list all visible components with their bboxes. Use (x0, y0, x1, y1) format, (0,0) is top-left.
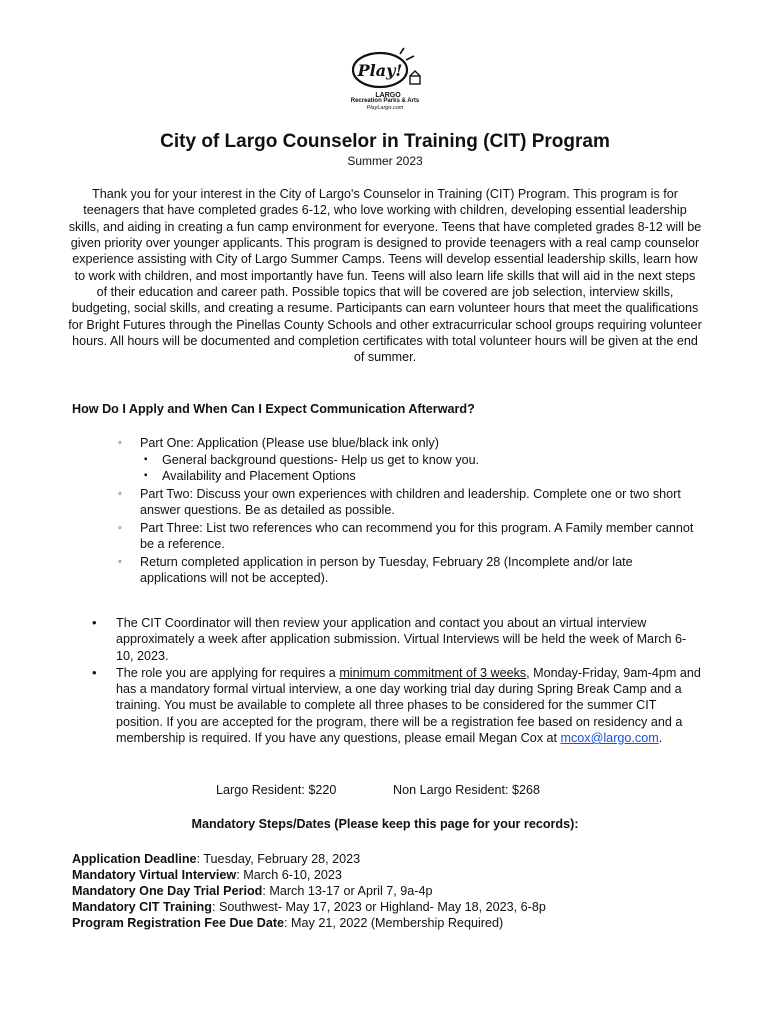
commitment-underline: minimum commitment of 3 weeks, (339, 665, 530, 680)
step-part-three: ◦ Part Three: List two references who can recommend you for this program. A Family member cannot be a reference. (118, 520, 698, 553)
date-row (72, 899, 712, 915)
application-steps-list (118, 435, 698, 588)
date-label: Mandatory One Day Trial Period (72, 884, 263, 898)
list-item (118, 435, 698, 485)
logo-tagline (330, 98, 440, 112)
role-text-pre: The role you are applying for requires a (116, 665, 340, 680)
page-subtitle: Summer 2023 (347, 154, 423, 168)
role-bullet (92, 665, 702, 746)
date-label: Mandatory CIT Training (72, 900, 212, 914)
logo-word: LARGO (375, 92, 401, 99)
fee-non-resident: Non Largo Resident: $268 (393, 783, 541, 797)
step-return: ◦ Return completed application in person by Tuesday, February 28 (Incomplete and/or late applications will not be accepted). (118, 554, 698, 587)
coordinator-bullet: • The CIT Coordinator will then review your application and contact you about an virtual interview approximately a week after application submission. Virtual Interviews will be held the week of March 6-10, 2023. (92, 615, 702, 664)
logo-line1: Recreation Parks & Arts (350, 98, 420, 104)
date-value: : March 13-17 or April 7, 9a-4p (262, 884, 433, 898)
logo-script-text: Play! (357, 61, 403, 80)
role-text-end: . (658, 731, 663, 746)
mandatory-heading: Mandatory Steps/Dates (Please keep this page for your records): (191, 817, 579, 831)
date-value: : Tuesday, February 28, 2023 (196, 852, 361, 866)
list-item: ▪ General background questions- Help us get to know you. (140, 452, 698, 469)
role-text-post: Monday-Friday, 9am-4pm and has a mandatory formal virtual interview, a one day working trial day during Spring Break Camp and a training. You must be available to complete all three phases to be considered for the summer CIT position. If you are accepted for the program, there will be a registration fee based on residency and a membership is required. If you have any questions, please email Megan Cox at (116, 665, 701, 746)
date-label: Program Registration Fee Due Date (72, 916, 285, 930)
apply-heading: How Do I Apply and When Can I Expect Communication Afterward? (72, 402, 475, 416)
list-item: ▪ Availability and Placement Options (140, 468, 698, 485)
email-link[interactable]: mcox@largo.com (560, 731, 659, 746)
date-value: : May 21, 2022 (Membership Required) (284, 916, 504, 930)
date-value: : Southwest- May 17, 2023 or Highland- May 18, 2023, 6-8p (211, 900, 546, 914)
date-row (72, 915, 712, 931)
step-part-two: ◦ Part Two: Discuss your own experiences with children and leadership. Complete one or two short answer questions. Be as detailed as possible. (118, 486, 698, 519)
intro-paragraph: Thank you for your interest in the City of Largo's Counselor in Training (CIT) Program. This program is for teenagers that have completed grades 6-12, who love working with children, developing essential leadership skills, and aiding in creating a fun camp environment for everyone. Teens that have completed grades 8-12 will be given priority over younger applicants. This program is designed to provide teenagers with a real camp counselor experience assisting with City of Largo Summer Camps. Teens will develop essential leadership skills, learn how to work with children, and most importantly have fun. Teens will also learn life skills that will aid in the next steps of their education and career path. Possible topics that will be covered are job selection, interview skills, budgeting, social skills, and creating a resume. Participants can earn volunteer hours that meet the qualifications for Bright Futures through the Pinellas County Schools and other extracurricular school groups requiring volunteer hours. All hours will be documented and completion certificates with total volunteer hours will be given at the end of summer. (68, 187, 702, 365)
date-row (72, 851, 712, 867)
date-row (72, 867, 712, 883)
page-title: City of Largo Counselor in Training (CIT) Program (160, 131, 610, 152)
date-label: Application Deadline (72, 852, 197, 866)
date-label: Mandatory Virtual Interview (72, 868, 237, 882)
process-bullets (92, 615, 702, 747)
mandatory-dates (72, 851, 712, 931)
step-part-one: Part One: Application (Please use blue/black ink only) (140, 436, 439, 450)
part-one-sublist (140, 452, 698, 485)
fee-resident: Largo Resident: $220 (216, 783, 337, 797)
date-row (72, 883, 712, 899)
logo-line2: PlayLargo.com (366, 105, 404, 111)
date-value: : March 6-10, 2023 (236, 868, 342, 882)
